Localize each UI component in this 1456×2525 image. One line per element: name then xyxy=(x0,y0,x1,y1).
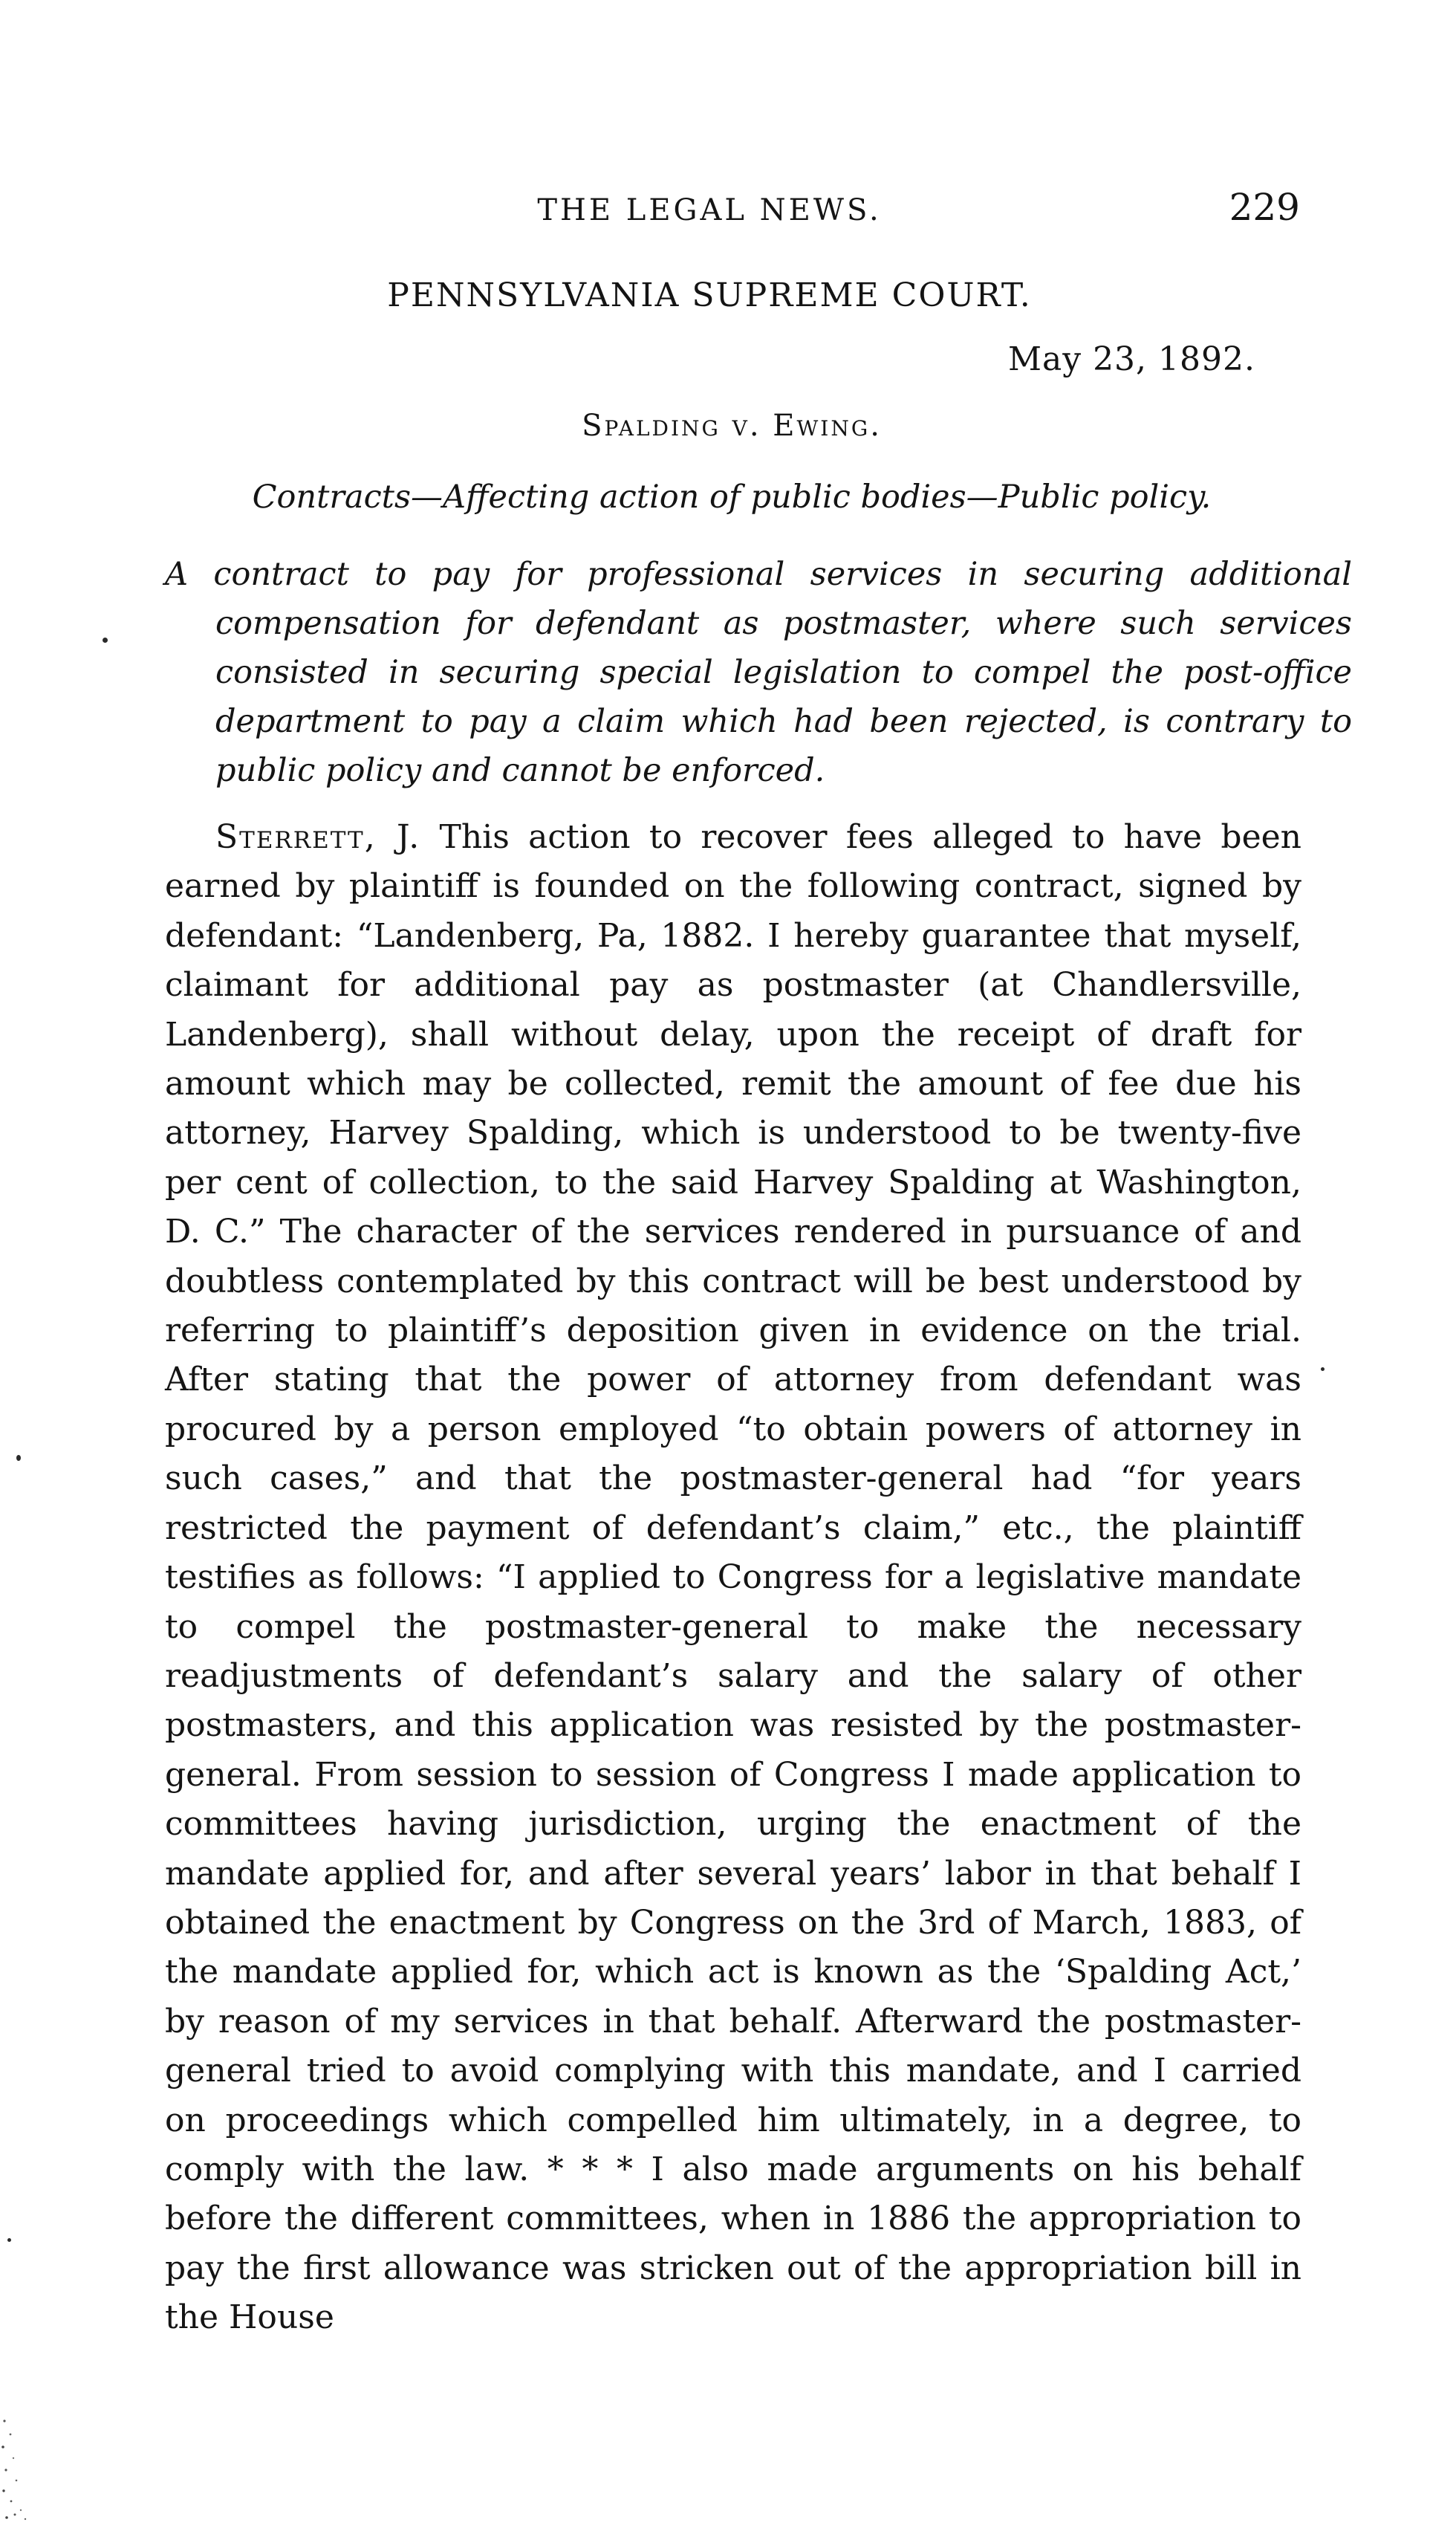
decision-date: May 23, 1892. xyxy=(1007,340,1255,378)
scan-speck xyxy=(103,638,108,643)
court-heading: PENNSYLVANIA SUPREME COURT. xyxy=(387,276,1032,314)
headnote: A contract to pay for professional services in securing additional compensation for defendant as postmaster, where such services consisted in securing special legislation to compel the post-office department to pay a claim which had been rejected, is contrary to public policy and cannot be enforced. xyxy=(165,556,1352,789)
scan-speck xyxy=(16,1455,21,1461)
journal-title: THE LEGAL NEWS. xyxy=(537,193,882,227)
judge-name: Sterrett, J. xyxy=(215,818,421,856)
opinion-paragraph xyxy=(165,813,1301,2343)
opinion-text: This action to recover fees alleged to have been earned by plaintiff is founded on the following contract, signed by defendant: “Landenberg, Pa, 1882. I hereby guarantee that myself, claimant for additional pay as postmaster (at Chandlersville, Landenberg), shall without delay, upon the receipt of draft for amount which may be collected, remit the amount of fee due his attorney, Harvey Spalding, which is understood to be twenty-five per cent of collection, to the said Harvey Spalding at Washington, D. C.” The character of the services rendered in pursuance of and doubtless contemplated by this contract will be best understood by referring to plaintiff’s deposition given in evidence on the trial. After stating that the power of attorney from defendant was procured by a person employed “to obtain powers of attorney in such cases,” and that the postmaster-general had “for years restricted the payment of defendant’s claim,” etc., the plaintiff testifies as follows: “I applied to Congress for a legislative mandate to compel the postmaster-general to make the necessary readjustments of defendant’s salary and the salary of other postmasters, and this application was resisted by the postmaster-general. From session to session of Congress I made application to committees having jurisdiction, urging the enactment of the mandate applied for, and after several years’ labor in that behalf I obtained the enactment by Congress on the 3rd of March, 1883, of the mandate applied for, which act is known as the ‘Spalding Act,’ by reason of my services in that behalf. Afterward the postmaster-general tried to avoid complying with this mandate, and I carried on proceedings which compelled him ultimately, in a degree, to comply with the law. * * * I also made arguments on his behalf before the different committees, when in 1886 the appropriation to pay the first allowance was stricken out of the appropriation bill in the House xyxy=(165,818,1301,2337)
page-number: 229 xyxy=(1229,186,1300,229)
subject-line: Contracts—Affecting action of public bodies—Public policy. xyxy=(252,479,1212,516)
running-head xyxy=(163,186,1300,238)
scan-speck xyxy=(1321,1367,1325,1371)
case-title: Spalding v. Ewing. xyxy=(582,409,882,443)
scan-edge-noise xyxy=(0,2406,45,2525)
scan-speck xyxy=(7,2238,11,2242)
